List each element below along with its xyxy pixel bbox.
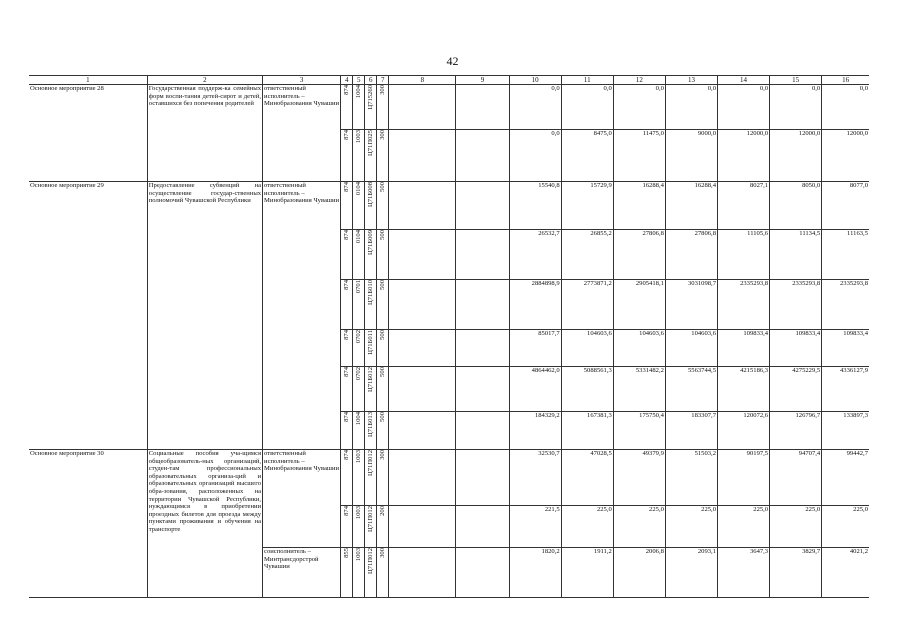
amount-cell: 1911,2: [561, 548, 613, 598]
section-code-text: 0702: [354, 367, 362, 381]
empty-cell: [389, 130, 456, 182]
ministry-code-text: 874: [342, 280, 350, 290]
ministry-code-text: 874: [342, 367, 350, 377]
section-code: [353, 412, 365, 450]
empty-cell: [389, 412, 456, 450]
ministry-code: [341, 450, 353, 506]
section-code: [353, 367, 365, 412]
column-header: 12: [613, 76, 665, 85]
target-article-code-text: Ц71Б012: [366, 367, 374, 393]
amount-cell: 184329,2: [509, 412, 561, 450]
empty-cell: [389, 548, 456, 598]
empty-cell: [456, 367, 509, 412]
amount-cell: 2773871,2: [561, 280, 613, 330]
column-header: 3: [263, 76, 341, 85]
amount-cell: 4021,2: [822, 548, 869, 598]
amount-cell: 225,0: [561, 506, 613, 548]
empty-cell: [456, 280, 509, 330]
ministry-code: [341, 280, 353, 330]
expense-type-code-text: 300: [378, 130, 386, 140]
amount-cell: 4215186,3: [718, 367, 770, 412]
activity-name: Основное мероприятие 28: [29, 85, 147, 182]
ministry-code: [341, 506, 353, 548]
amount-cell: 8475,0: [561, 130, 613, 182]
amount-cell: 104603,6: [613, 330, 665, 367]
expense-type-code-text: 300: [378, 450, 386, 460]
target-article-code: [365, 506, 377, 548]
table-row: [29, 85, 869, 130]
amount-cell: 4864462,0: [509, 367, 561, 412]
expense-type-code: [377, 330, 389, 367]
column-header: 10: [509, 76, 561, 85]
amount-cell: 0,0: [822, 85, 869, 130]
section-code: [353, 450, 365, 506]
amount-cell: 12000,0: [822, 130, 869, 182]
amount-cell: 225,0: [613, 506, 665, 548]
section-code: [353, 230, 365, 280]
empty-cell: [456, 230, 509, 280]
section-code-text: 0701: [354, 280, 362, 294]
section-code: [353, 548, 365, 598]
section-code: [353, 330, 365, 367]
expense-type-code-text: 300: [378, 85, 386, 95]
activity-name: Основное мероприятие 29: [29, 182, 147, 450]
target-article-code: [365, 330, 377, 367]
column-header: 7: [377, 76, 389, 85]
ministry-code: [341, 230, 353, 280]
amount-cell: 4275229,5: [770, 367, 822, 412]
ministry-code-text: 874: [342, 450, 350, 460]
expense-type-code: [377, 506, 389, 548]
amount-cell: 26855,2: [561, 230, 613, 280]
amount-cell: 99442,7: [822, 450, 869, 506]
column-header: 14: [718, 76, 770, 85]
empty-cell: [389, 367, 456, 412]
responsible-executor: ответственный исполнитель – Минобразования Чувашии: [263, 182, 341, 450]
table-row: [29, 450, 869, 506]
empty-cell: [389, 330, 456, 367]
amount-cell: 5563744,5: [665, 367, 717, 412]
target-article-code: [365, 367, 377, 412]
expense-type-code: [377, 280, 389, 330]
section-code: [353, 130, 365, 182]
empty-cell: [389, 280, 456, 330]
amount-cell: 2093,1: [665, 548, 717, 598]
amount-cell: 8027,1: [718, 182, 770, 230]
amount-cell: 225,0: [665, 506, 717, 548]
ministry-code: [341, 182, 353, 230]
section-code-text: 1003: [354, 548, 362, 562]
target-article-code-text: Ц71П012: [366, 548, 374, 575]
expense-type-code-text: 500: [378, 367, 386, 377]
ministry-code-text: 855: [342, 548, 350, 558]
amount-cell: 5088561,3: [561, 367, 613, 412]
amount-cell: 3829,7: [770, 548, 822, 598]
section-code: [353, 182, 365, 230]
target-article-code-text: Ц71П012: [366, 506, 374, 533]
expense-type-code-text: 500: [378, 330, 386, 340]
activity-description: Предоставление субвенций на осуществление государ-ственных полномочий Чувашской Республики: [147, 182, 262, 450]
expense-type-code: [377, 412, 389, 450]
ministry-code-text: 874: [342, 506, 350, 516]
target-article-code-text: Ц71Б009: [366, 230, 374, 256]
amount-cell: 0,0: [718, 85, 770, 130]
ministry-code-text: 874: [342, 330, 350, 340]
activity-description: Государственная поддерж-ка семейных форм воспи-тания детей-сирот и детей, оставшихся без попечения родителей: [147, 85, 262, 182]
amount-cell: 12000,0: [770, 130, 822, 182]
amount-cell: 15729,9: [561, 182, 613, 230]
target-article-code: [365, 412, 377, 450]
section-code-text: 0104: [354, 182, 362, 196]
target-article-code-text: Ц71Б010: [366, 280, 374, 306]
target-article-code-text: Ц71Б008: [366, 182, 374, 208]
ministry-code: [341, 367, 353, 412]
amount-cell: 8050,0: [770, 182, 822, 230]
table-row: [29, 182, 869, 230]
amount-cell: 0,0: [561, 85, 613, 130]
amount-cell: 27806,8: [665, 230, 717, 280]
responsible-executor: ответственный исполнитель – Минобразования Чувашии: [263, 85, 341, 182]
expense-type-code: [377, 85, 389, 130]
amount-cell: 104603,6: [665, 330, 717, 367]
amount-cell: 90197,5: [718, 450, 770, 506]
expense-type-code-text: 200: [378, 506, 386, 516]
target-article-code: [365, 548, 377, 598]
amount-cell: 109833,4: [770, 330, 822, 367]
section-code-text: 1004: [354, 412, 362, 426]
ministry-code: [341, 548, 353, 598]
amount-cell: 109833,4: [822, 330, 869, 367]
target-article-code: [365, 230, 377, 280]
amount-cell: 5331482,2: [613, 367, 665, 412]
empty-cell: [456, 182, 509, 230]
amount-cell: 3647,3: [718, 548, 770, 598]
amount-cell: 49379,9: [613, 450, 665, 506]
amount-cell: 225,0: [822, 506, 869, 548]
amount-cell: 0,0: [509, 130, 561, 182]
expense-type-code-text: 500: [378, 412, 386, 422]
target-article-code-text: Ц71Б011: [366, 330, 374, 355]
empty-cell: [389, 182, 456, 230]
amount-cell: 16288,4: [613, 182, 665, 230]
ministry-code-text: 874: [342, 412, 350, 422]
amount-cell: 26532,7: [509, 230, 561, 280]
amount-cell: 183307,7: [665, 412, 717, 450]
co-executor: соисполнитель – Минтрансдорстрой Чувашии: [263, 548, 341, 598]
column-header: 11: [561, 76, 613, 85]
ministry-code: [341, 330, 353, 367]
ministry-code-text: 874: [342, 182, 350, 192]
amount-cell: 2884898,9: [509, 280, 561, 330]
amount-cell: 3031098,7: [665, 280, 717, 330]
empty-cell: [389, 450, 456, 506]
section-code-text: 0104: [354, 230, 362, 244]
section-code-text: 0702: [354, 330, 362, 344]
target-article-code: [365, 130, 377, 182]
column-header: 4: [341, 76, 353, 85]
amount-cell: 167381,3: [561, 412, 613, 450]
target-article-code-text: Ц71Б013: [366, 412, 374, 438]
expense-type-code: [377, 450, 389, 506]
ministry-code: [341, 412, 353, 450]
amount-cell: 27806,8: [613, 230, 665, 280]
column-header: 9: [456, 76, 509, 85]
column-number-row: [29, 76, 869, 85]
amount-cell: 2905418,1: [613, 280, 665, 330]
amount-cell: 16288,4: [665, 182, 717, 230]
target-article-code: [365, 182, 377, 230]
ministry-code-text: 874: [342, 230, 350, 240]
section-code: [353, 85, 365, 130]
section-code-text: 1003: [354, 130, 362, 144]
section-code-text: 1003: [354, 450, 362, 464]
empty-cell: [456, 130, 509, 182]
amount-cell: 2006,8: [613, 548, 665, 598]
amount-cell: 133897,3: [822, 412, 869, 450]
column-header: 8: [389, 76, 456, 85]
target-article-code-text: Ц71П012: [366, 450, 374, 477]
column-header: 15: [770, 76, 822, 85]
activity-name: Основное мероприятие 30: [29, 450, 147, 598]
section-code: [353, 506, 365, 548]
expense-type-code-text: 500: [378, 280, 386, 290]
ministry-code: [341, 130, 353, 182]
amount-cell: 51503,2: [665, 450, 717, 506]
amount-cell: 94707,4: [770, 450, 822, 506]
target-article-code: [365, 450, 377, 506]
amount-cell: 32530,7: [509, 450, 561, 506]
amount-cell: 47028,5: [561, 450, 613, 506]
amount-cell: 0,0: [613, 85, 665, 130]
amount-cell: 0,0: [509, 85, 561, 130]
empty-cell: [389, 506, 456, 548]
amount-cell: 85017,7: [509, 330, 561, 367]
amount-cell: 225,0: [718, 506, 770, 548]
column-header: 1: [29, 76, 147, 85]
expense-type-code: [377, 130, 389, 182]
amount-cell: 4336127,9: [822, 367, 869, 412]
amount-cell: 12000,0: [718, 130, 770, 182]
responsible-executor: ответственный исполнитель – Минобразования Чувашии: [263, 450, 341, 548]
expense-type-code-text: 500: [378, 182, 386, 192]
column-header: 16: [822, 76, 869, 85]
amount-cell: 2335293,8: [770, 280, 822, 330]
empty-cell: [456, 450, 509, 506]
amount-cell: 2335293,8: [822, 280, 869, 330]
amount-cell: 0,0: [770, 85, 822, 130]
expense-type-code: [377, 230, 389, 280]
ministry-code-text: 874: [342, 85, 350, 95]
activity-description: Социальные пособия уча-щимся общеобразователь-ных организаций, студен-там профессиональных образовательных организа-ций и образовательных организаций высшего обра-зования, расположенных на территории Чувашской Республики, нуждающимся в приобретении проездных билетов для проезда между пунктами проживания и обучения на транспорте: [147, 450, 262, 598]
empty-cell: [389, 85, 456, 130]
amount-cell: 11105,6: [718, 230, 770, 280]
target-article-code-text: Ц71П025: [366, 130, 374, 157]
expense-type-code: [377, 367, 389, 412]
column-header: 13: [665, 76, 717, 85]
empty-cell: [456, 548, 509, 598]
amount-cell: 11134,5: [770, 230, 822, 280]
amount-cell: 126796,7: [770, 412, 822, 450]
expense-type-code: [377, 182, 389, 230]
expense-type-code-text: 500: [378, 230, 386, 240]
column-header: 6: [365, 76, 377, 85]
expense-type-code: [377, 548, 389, 598]
empty-cell: [456, 330, 509, 367]
amount-cell: 120072,6: [718, 412, 770, 450]
column-header: 2: [147, 76, 262, 85]
empty-cell: [456, 412, 509, 450]
amount-cell: 8077,0: [822, 182, 869, 230]
section-code-text: 1003: [354, 506, 362, 520]
section-code-text: 1004: [354, 85, 362, 99]
amount-cell: 11475,0: [613, 130, 665, 182]
column-header: 5: [353, 76, 365, 85]
empty-cell: [456, 85, 509, 130]
ministry-code-text: 874: [342, 130, 350, 140]
empty-cell: [456, 506, 509, 548]
target-article-code-text: Ц715260: [366, 85, 374, 110]
amount-cell: 225,0: [770, 506, 822, 548]
amount-cell: 9000,0: [665, 130, 717, 182]
amount-cell: 109833,4: [718, 330, 770, 367]
expense-type-code-text: 300: [378, 548, 386, 558]
amount-cell: 15540,8: [509, 182, 561, 230]
amount-cell: 1820,2: [509, 548, 561, 598]
budget-table: [29, 75, 869, 598]
empty-cell: [389, 230, 456, 280]
amount-cell: 104603,6: [561, 330, 613, 367]
target-article-code: [365, 280, 377, 330]
target-article-code: [365, 85, 377, 130]
amount-cell: 175750,4: [613, 412, 665, 450]
amount-cell: 2335293,8: [718, 280, 770, 330]
page-number: 42: [446, 54, 459, 68]
section-code: [353, 280, 365, 330]
amount-cell: 221,5: [509, 506, 561, 548]
ministry-code: [341, 85, 353, 130]
amount-cell: 11163,5: [822, 230, 869, 280]
amount-cell: 0,0: [665, 85, 717, 130]
